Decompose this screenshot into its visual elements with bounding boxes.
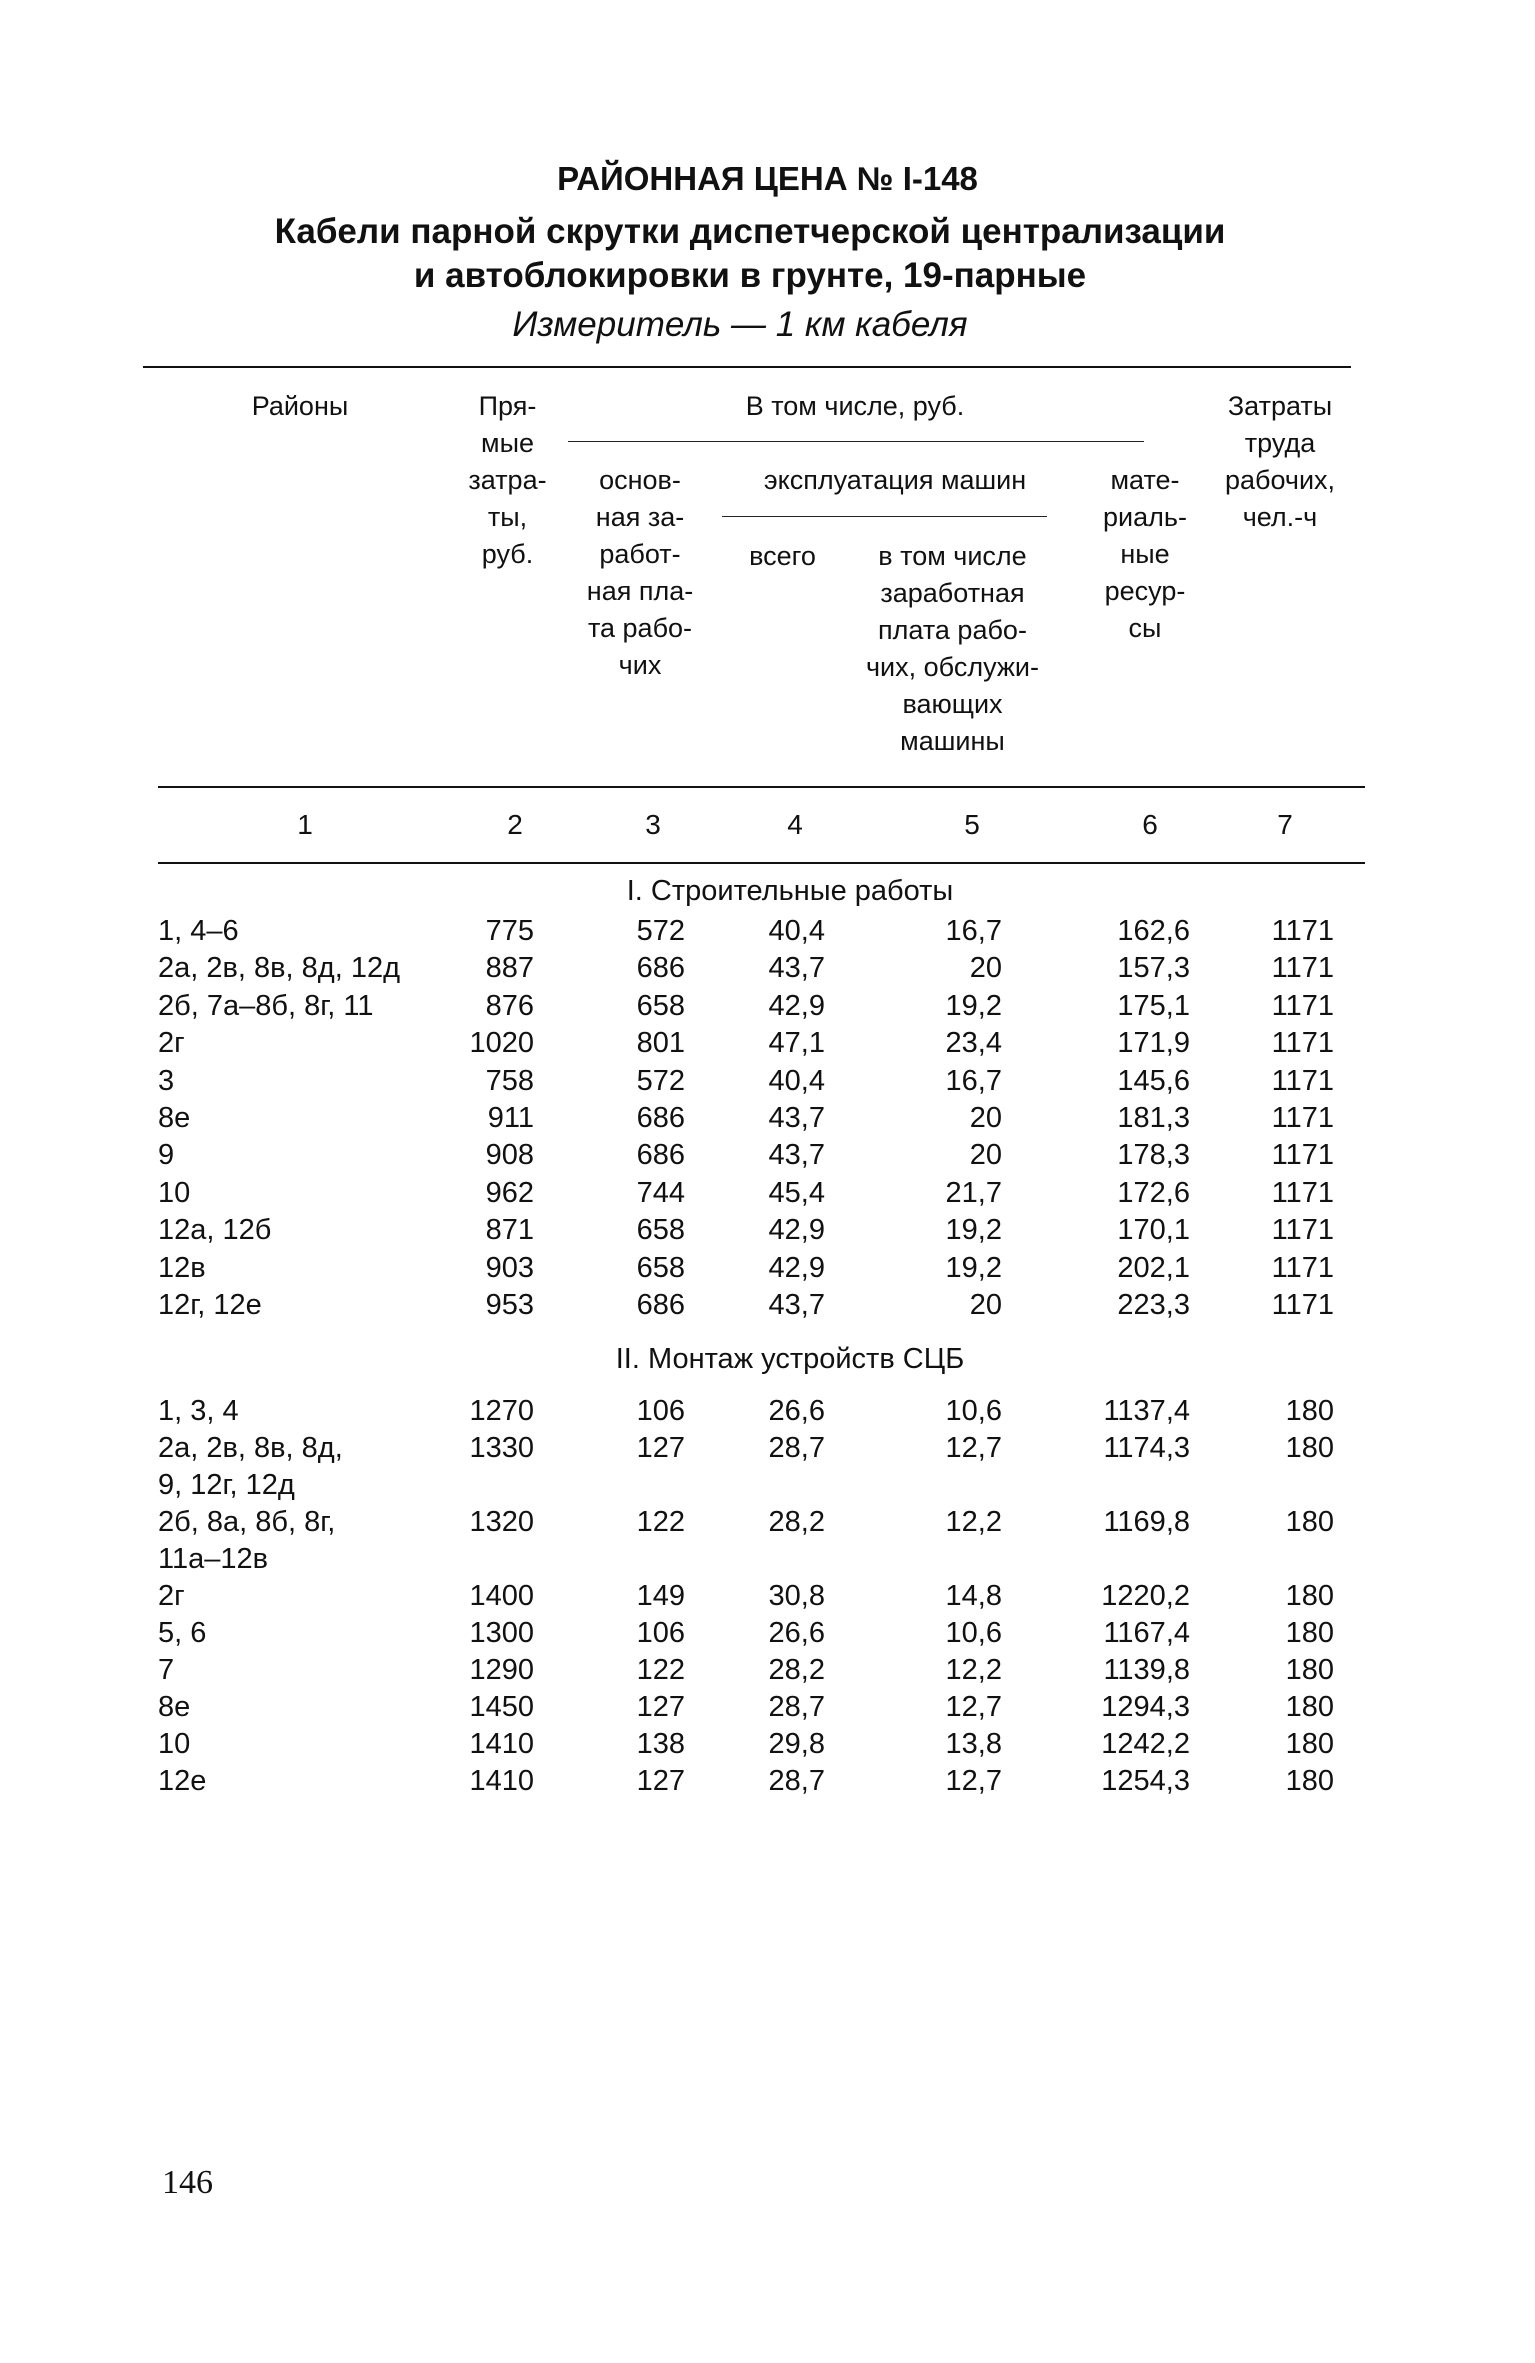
district-cell: 12е <box>158 1765 207 1797</box>
col-number-7: 7 <box>1277 809 1293 840</box>
value-cell-c4: 43,7 <box>768 1102 825 1134</box>
value-cell-c4: 28,7 <box>768 1432 825 1464</box>
district-cell: 12а, 12б <box>158 1214 272 1247</box>
header-direct-costs: Пря- мые затра- ты, руб. <box>468 391 547 569</box>
value-cell-c2: 911 <box>487 1102 534 1134</box>
header-bottom-rule <box>158 786 1365 788</box>
col-number-2: 2 <box>507 809 523 840</box>
district-cell: 12г, 12е <box>158 1289 262 1321</box>
value-cell-c2: 876 <box>485 989 534 1022</box>
value-cell-c4: 29,8 <box>768 1728 825 1760</box>
value-cell-c7: 1171 <box>1271 1139 1334 1172</box>
value-cell-c5: 12,7 <box>945 1765 1002 1797</box>
value-cell-c5: 16,7 <box>945 915 1002 947</box>
value-cell-c2: 871 <box>485 1214 534 1247</box>
district-cell: 2а, 2в, 8в, 8д, <box>158 1432 343 1464</box>
value-cell-c3: 149 <box>636 1580 685 1612</box>
value-cell-c6: 1294,3 <box>1101 1691 1190 1723</box>
district-cell: 7 <box>158 1654 175 1686</box>
value-cell-c2: 1410 <box>469 1765 534 1797</box>
value-cell-c3: 106 <box>636 1617 685 1649</box>
value-cell-c2: 1270 <box>469 1395 534 1427</box>
section-title: I. Строительные работы <box>626 875 954 907</box>
value-cell-c3: 686 <box>636 952 685 985</box>
value-cell-c6: 1167,4 <box>1103 1617 1190 1649</box>
value-cell-c4: 42,9 <box>768 1214 825 1247</box>
value-cell-c5: 12,2 <box>945 1654 1002 1686</box>
value-cell-c5: 13,8 <box>945 1728 1002 1760</box>
value-cell-c2: 1020 <box>469 1027 534 1060</box>
value-cell-c6: 171,9 <box>1117 1027 1190 1060</box>
value-cell-c7: 180 <box>1285 1432 1334 1464</box>
value-cell-c6: 162,6 <box>1117 915 1190 947</box>
value-cell-c4: 26,6 <box>768 1617 825 1649</box>
value-cell-c5: 16,7 <box>945 1064 1002 1097</box>
value-cell-c2: 908 <box>485 1139 534 1172</box>
value-cell-c3: 686 <box>636 1139 685 1172</box>
value-cell-c4: 47,1 <box>768 1027 825 1060</box>
district-cell: 12в <box>158 1251 206 1284</box>
value-cell-c6: 223,3 <box>1117 1289 1190 1321</box>
value-cell-c7: 180 <box>1285 1691 1334 1723</box>
header-materials: мате- риаль- ные ресур- сы <box>1103 465 1187 643</box>
value-cell-c2: 953 <box>485 1289 534 1321</box>
value-cell-c5: 10,6 <box>945 1395 1002 1427</box>
value-cell-c3: 686 <box>636 1289 685 1321</box>
district-cell: 2г <box>158 1027 185 1060</box>
exploit-underline <box>722 516 1047 517</box>
value-cell-c2: 758 <box>485 1064 534 1097</box>
value-cell-c5: 23,4 <box>945 1027 1002 1060</box>
value-cell-c7: 1171 <box>1271 1027 1334 1060</box>
value-cell-c7: 180 <box>1285 1506 1334 1538</box>
header-districts: Районы <box>251 391 349 421</box>
value-cell-c6: 172,6 <box>1117 1176 1190 1209</box>
value-cell-c3: 572 <box>636 1064 685 1097</box>
district-cell: 9, 12г, 12д <box>158 1469 295 1501</box>
value-cell-c4: 43,7 <box>768 952 825 985</box>
value-cell-c4: 26,6 <box>768 1395 825 1427</box>
value-cell-c6: 202,1 <box>1117 1251 1190 1284</box>
value-cell-c4: 43,7 <box>768 1139 825 1172</box>
value-cell-c6: 145,6 <box>1117 1064 1190 1097</box>
value-cell-c5: 20 <box>969 1289 1002 1321</box>
col-number-5: 5 <box>964 809 980 840</box>
district-cell: 10 <box>158 1176 191 1209</box>
district-cell: 11а–12в <box>158 1543 269 1575</box>
value-cell-c4: 28,7 <box>768 1691 825 1723</box>
value-cell-c4: 43,7 <box>768 1289 825 1321</box>
value-cell-c5: 10,6 <box>945 1617 1002 1649</box>
district-cell: 1, 3, 4 <box>158 1395 239 1427</box>
page-number: 146 <box>162 2164 213 2201</box>
value-cell-c6: 170,1 <box>1117 1214 1190 1247</box>
value-cell-c6: 175,1 <box>1117 989 1190 1022</box>
value-cell-c3: 122 <box>636 1506 685 1538</box>
value-cell-c5: 14,8 <box>945 1580 1002 1612</box>
value-cell-c7: 180 <box>1285 1617 1334 1649</box>
value-cell-c6: 1137,4 <box>1103 1395 1190 1427</box>
col-number-6: 6 <box>1142 809 1158 840</box>
header-machine-wages: в том числе заработная плата рабо- чих, обслужи- вающих машины <box>865 541 1040 756</box>
value-cell-c3: 122 <box>636 1654 685 1686</box>
value-cell-c7: 1171 <box>1271 1064 1334 1097</box>
header-labor: Затраты труда рабочих, чел.-ч <box>1224 391 1336 532</box>
header-machine-operation: эксплуатация машин <box>763 465 1027 495</box>
value-cell-c3: 138 <box>636 1728 685 1760</box>
value-cell-c2: 1330 <box>469 1432 534 1464</box>
value-cell-c5: 20 <box>969 1102 1002 1134</box>
section-title: II. Монтаж устройств СЦБ <box>615 1343 965 1375</box>
page-title: РАЙОННАЯ ЦЕНА № I-148 <box>557 160 978 197</box>
district-cell: 5, 6 <box>158 1617 207 1649</box>
header-group-including: В том числе, руб. <box>745 391 965 421</box>
value-cell-c5: 12,7 <box>945 1432 1002 1464</box>
subtitle-line-2: и автоблокировки в грунте, 19-парные <box>413 256 1087 295</box>
value-cell-c5: 20 <box>969 952 1002 985</box>
value-cell-c3: 658 <box>636 1214 685 1247</box>
district-cell: 10 <box>158 1728 191 1760</box>
value-cell-c6: 1174,3 <box>1103 1432 1190 1464</box>
value-cell-c3: 572 <box>636 915 685 947</box>
district-cell: 8е <box>158 1691 191 1723</box>
header-basic-wages: основ- ная за- работ- ная пла- та рабо- чих <box>586 465 694 680</box>
value-cell-c7: 180 <box>1285 1765 1334 1797</box>
district-cell: 2б, 7а–8б, 8г, 11 <box>158 989 374 1022</box>
district-cell: 1, 4–6 <box>158 915 239 947</box>
value-cell-c6: 1254,3 <box>1101 1765 1190 1797</box>
value-cell-c2: 903 <box>485 1251 534 1284</box>
district-cell: 2а, 2в, 8в, 8д, 12д <box>158 952 401 985</box>
value-cell-c6: 157,3 <box>1117 952 1190 985</box>
value-cell-c3: 127 <box>636 1432 685 1464</box>
value-cell-c6: 1169,8 <box>1103 1506 1190 1538</box>
value-cell-c2: 1450 <box>469 1691 534 1723</box>
value-cell-c2: 962 <box>485 1176 534 1209</box>
value-cell-c5: 19,2 <box>945 1214 1002 1247</box>
header-machine-total: всего <box>749 541 816 571</box>
value-cell-c2: 1320 <box>469 1506 534 1538</box>
value-cell-c2: 1400 <box>469 1580 534 1612</box>
value-cell-c5: 19,2 <box>945 1251 1002 1284</box>
value-cell-c4: 30,8 <box>768 1580 825 1612</box>
value-cell-c4: 28,2 <box>768 1654 825 1686</box>
value-cell-c7: 180 <box>1285 1728 1334 1760</box>
district-cell: 8е <box>158 1102 191 1134</box>
value-cell-c7: 1171 <box>1271 1251 1334 1284</box>
group-underline <box>568 441 1144 442</box>
value-cell-c2: 887 <box>485 952 534 985</box>
value-cell-c3: 658 <box>636 1251 685 1284</box>
value-cell-c7: 1171 <box>1271 1102 1334 1134</box>
value-cell-c3: 744 <box>636 1176 685 1209</box>
value-cell-c4: 42,9 <box>768 989 825 1022</box>
value-cell-c5: 12,7 <box>945 1691 1002 1723</box>
col-number-3: 3 <box>645 809 661 840</box>
value-cell-c7: 1171 <box>1271 1289 1334 1321</box>
value-cell-c4: 28,2 <box>768 1506 825 1538</box>
value-cell-c3: 686 <box>636 1102 685 1134</box>
value-cell-c7: 1171 <box>1271 1176 1334 1209</box>
value-cell-c2: 1410 <box>469 1728 534 1760</box>
value-cell-c3: 106 <box>636 1395 685 1427</box>
col-number-4: 4 <box>787 809 803 840</box>
measure-unit: Измеритель — 1 км кабеля <box>512 305 968 344</box>
value-cell-c7: 1171 <box>1271 1214 1334 1247</box>
district-cell: 2б, 8а, 8б, 8г, <box>158 1506 336 1538</box>
value-cell-c6: 1139,8 <box>1103 1654 1190 1686</box>
value-cell-c7: 1171 <box>1271 915 1334 947</box>
district-cell: 9 <box>158 1139 175 1172</box>
value-cell-c4: 28,7 <box>768 1765 825 1797</box>
value-cell-c6: 181,3 <box>1117 1102 1190 1134</box>
value-cell-c6: 1220,2 <box>1101 1580 1190 1612</box>
value-cell-c3: 127 <box>636 1765 685 1797</box>
col-number-1: 1 <box>297 809 313 840</box>
value-cell-c7: 180 <box>1285 1654 1334 1686</box>
value-cell-c3: 658 <box>636 989 685 1022</box>
value-cell-c4: 42,9 <box>768 1251 825 1284</box>
value-cell-c7: 180 <box>1285 1580 1334 1612</box>
value-cell-c5: 12,2 <box>945 1506 1002 1538</box>
value-cell-c3: 127 <box>636 1691 685 1723</box>
value-cell-c5: 19,2 <box>945 989 1002 1022</box>
table-top-rule <box>143 366 1351 368</box>
value-cell-c2: 1300 <box>469 1617 534 1649</box>
value-cell-c4: 40,4 <box>768 915 825 947</box>
value-cell-c7: 180 <box>1285 1395 1334 1427</box>
value-cell-c7: 1171 <box>1271 989 1334 1022</box>
value-cell-c4: 45,4 <box>768 1176 825 1209</box>
value-cell-c6: 178,3 <box>1117 1139 1190 1172</box>
value-cell-c2: 1290 <box>469 1654 534 1686</box>
value-cell-c4: 40,4 <box>768 1064 825 1097</box>
value-cell-c6: 1242,2 <box>1101 1728 1190 1760</box>
district-cell: 2г <box>158 1580 185 1612</box>
value-cell-c3: 801 <box>636 1027 685 1060</box>
value-cell-c5: 20 <box>969 1139 1002 1172</box>
subtitle-line-1: Кабели парной скрутки диспетчерской централизации <box>274 212 1226 251</box>
value-cell-c2: 775 <box>485 915 534 947</box>
value-cell-c7: 1171 <box>1271 952 1334 985</box>
col-numbers-bottom-rule <box>158 862 1365 864</box>
district-cell: 3 <box>158 1064 175 1097</box>
value-cell-c5: 21,7 <box>945 1176 1002 1209</box>
